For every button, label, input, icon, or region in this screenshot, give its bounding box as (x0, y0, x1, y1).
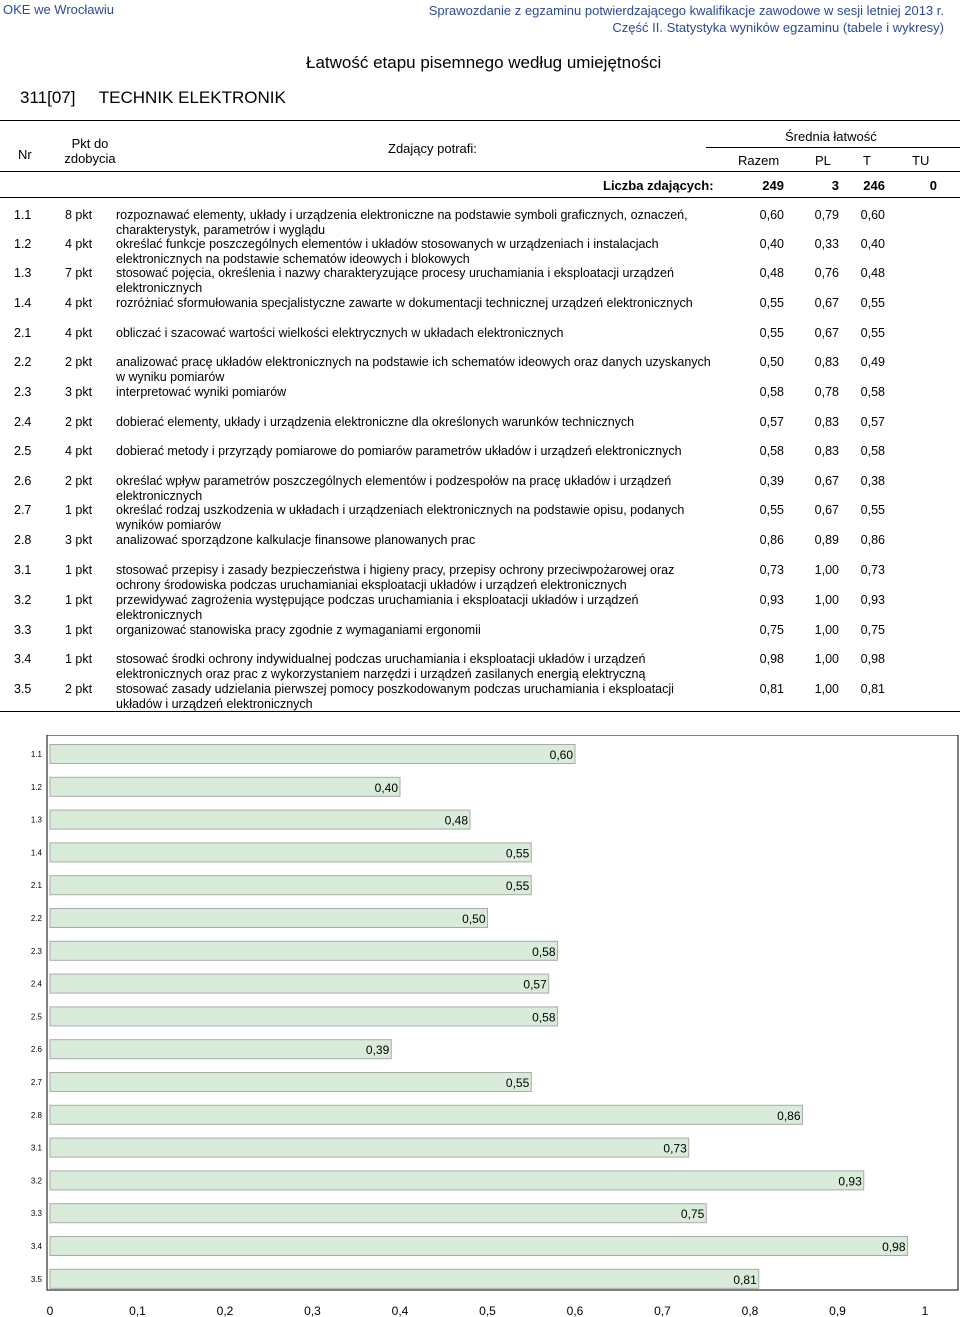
row-skill: rozróżniać sformułowania specjalistyczne zawarte w dokumentacji technicznej urządzeń elektronicznych (116, 296, 693, 310)
row-nr: 3.2 (14, 593, 32, 607)
bar-value-label: 0,98 (882, 1240, 906, 1254)
row-skill: stosować zasady udzielania pierwszej pomocy poszkodowanym podczas uruchamiania i eksploatacji układów i urządzeń elektronicznych (116, 682, 674, 711)
row-t: 0,48 (860, 266, 885, 280)
bar-value-label: 0,81 (733, 1272, 757, 1287)
row-pkt: 2 pkt (65, 355, 93, 369)
row-skill: stosować przepisy i zasady bezpieczeństwa i higieny pracy, przepisy ochrony przeciwpożarowej oraz ochrony środowiska podczas uruchamianiai eksploatacji układów i urządzeń elektronicznych (116, 563, 675, 592)
row-nr: 3.1 (14, 563, 32, 577)
row-nr: 2.1 (14, 326, 32, 340)
header-pkt-line2: zdobycia (64, 151, 116, 166)
row-nr: 2.7 (14, 503, 32, 517)
row-razem: 0,48 (759, 266, 784, 280)
row-nr: 2.5 (14, 444, 32, 458)
row-razem: 0,73 (759, 563, 784, 577)
row-t: 0,98 (860, 652, 885, 666)
row-t: 0,57 (860, 415, 885, 429)
row-pkt: 1 pkt (65, 563, 93, 577)
row-pkt: 1 pkt (65, 652, 93, 666)
row-pkt: 1 pkt (65, 503, 93, 517)
row-pl: 0,83 (814, 444, 839, 458)
row-pkt: 2 pkt (65, 682, 93, 696)
row-pl: 0,67 (814, 474, 839, 488)
bar-value-label: 0,86 (777, 1108, 801, 1123)
category-label: 3.4 (30, 1242, 42, 1251)
count-razem: 249 (762, 178, 784, 193)
row-t: 0,86 (860, 533, 885, 547)
row-skill: rozpoznawać elementy, układy i urządzenia elektroniczne na podstawie symboli graficznych, oznaczeń, charakterystyk, parametrów i wyglądu (116, 208, 688, 237)
bar-value-label: 0,73 (663, 1141, 687, 1156)
header-tu: TU (912, 153, 930, 168)
x-tick-label: 0,7 (654, 1304, 671, 1317)
row-t: 0,81 (860, 682, 885, 696)
row-razem: 0,55 (759, 296, 784, 310)
row-skill: stosować środki ochrony indywidualnej podczas uruchamiania i eksploatacji układów i urządzeń elektronicznych oraz prac z wykorzystaniem narzędzi i urządzeń zasilanych energią elektryczną (116, 652, 646, 681)
row-razem: 0,93 (759, 593, 784, 607)
table-top-line (0, 120, 960, 121)
x-tick-label: 0 (46, 1304, 54, 1317)
row-skill: obliczać i szacować wartości wielkości elektrycznych w układach elektronicznych (116, 326, 564, 340)
row-t: 0,58 (860, 444, 885, 458)
row-t: 0,40 (860, 237, 885, 251)
row-pkt: 2 pkt (65, 474, 93, 488)
row-razem: 0,98 (759, 652, 784, 666)
bar-value-label: 0,58 (532, 944, 556, 959)
row-pkt: 1 pkt (65, 593, 93, 607)
row-razem: 0,40 (759, 237, 784, 251)
count-label: Liczba zdających: (603, 178, 714, 193)
row-t: 0,75 (860, 623, 885, 637)
bar (50, 1269, 759, 1288)
bar-value-label: 0,60 (549, 748, 573, 762)
bar (50, 810, 470, 829)
row-nr: 1.1 (14, 208, 32, 222)
job-title: 311[07] TECHNIK ELEKTRONIK (20, 88, 286, 107)
row-nr: 1.4 (14, 296, 32, 310)
row-pkt: 4 pkt (65, 326, 93, 340)
row-t: 0,73 (860, 563, 885, 577)
count-t: 246 (863, 178, 885, 193)
bar-value-label: 0,93 (838, 1174, 862, 1189)
count-tu: 0 (929, 178, 937, 193)
bar-value-label: 0,75 (680, 1207, 705, 1222)
x-tick-label: 1 (921, 1304, 929, 1317)
bar-value-label: 0,55 (505, 1076, 530, 1090)
row-t: 0,55 (860, 326, 885, 340)
header-pl: PL (815, 153, 831, 168)
row-razem: 0,55 (759, 503, 784, 517)
row-t: 0,58 (860, 385, 885, 399)
row-nr: 2.6 (14, 474, 32, 488)
category-label: 1.2 (30, 782, 42, 792)
row-pl: 0,67 (814, 503, 839, 517)
difficulty-chart (0, 735, 960, 1317)
row-nr: 1.2 (14, 237, 32, 251)
row-pkt: 4 pkt (65, 296, 93, 310)
row-nr: 2.4 (14, 415, 32, 429)
row-razem: 0,58 (759, 444, 784, 458)
x-tick-label: 0,1 (129, 1304, 146, 1317)
bar (50, 909, 488, 928)
row-skill: analizować pracę układów elektronicznych na podstawie ich schematów ideowych oraz danych uzyskanych w wyniku pomiarów (116, 355, 711, 384)
bar (50, 1073, 531, 1092)
row-skill: określać wpływ parametrów poszczególnych elementów i podzespołów na pracę układów i urządzeń elektronicznych (116, 474, 672, 503)
row-skill: analizować sporządzone kalkulacje finansowe planowanych prac (116, 533, 476, 547)
header-avg-line (706, 147, 960, 148)
bar (50, 1138, 689, 1157)
header-t: T (863, 153, 871, 168)
row-pl: 0,67 (814, 296, 839, 310)
row-nr: 3.4 (14, 652, 32, 666)
x-tick-label: 0,8 (741, 1304, 759, 1317)
row-skill: interpretować wyniki pomiarów (116, 385, 287, 399)
count-pl: 3 (831, 178, 839, 193)
row-razem: 0,50 (759, 355, 784, 369)
header-pkt (62, 136, 118, 166)
header-skill: Zdający potrafi: (388, 141, 477, 156)
category-label: 1.1 (30, 750, 42, 759)
row-nr: 2.8 (14, 533, 32, 547)
row-pl: 0,89 (814, 533, 839, 547)
category-label: 2.7 (30, 1078, 42, 1087)
x-tick-label: 0,5 (479, 1304, 496, 1317)
header-left: OKE we Wrocławiu (3, 2, 115, 17)
category-label: 2.6 (30, 1045, 42, 1055)
row-skill: określać rodzaj uszkodzenia w układach i urządzeniach elektronicznych na podstawie opisu, podanych wyników pomiarów (116, 503, 685, 532)
bar (50, 843, 531, 862)
bar (50, 1105, 803, 1124)
bar (50, 974, 549, 993)
category-label: 2.3 (30, 946, 42, 956)
row-pl: 0,78 (814, 385, 839, 399)
x-tick-label: 0,3 (304, 1304, 321, 1317)
category-label: 1.3 (30, 815, 42, 825)
bar-value-label: 0,40 (374, 780, 398, 795)
bar-value-label: 0,55 (505, 879, 530, 894)
category-label: 1.4 (30, 848, 42, 858)
category-label: 2.4 (30, 979, 42, 989)
category-label: 2.1 (30, 881, 42, 891)
row-pkt: 2 pkt (65, 415, 93, 429)
row-pl: 1,00 (814, 563, 839, 577)
row-pl: 1,00 (814, 652, 839, 666)
bar (50, 876, 531, 895)
bar (50, 777, 400, 796)
row-pl: 0,76 (814, 266, 839, 280)
row-pl: 1,00 (814, 682, 839, 696)
bar-value-label: 0,55 (505, 846, 530, 861)
header-pkt-line1: Pkt do (71, 136, 109, 151)
row-skill: przewidywać zagrożenia występujące podczas uruchamiania i eksploatacji układów i urządzeń elektronicznych (116, 593, 639, 622)
page-header (0, 0, 960, 35)
bar-value-label: 0,58 (532, 1010, 556, 1025)
row-razem: 0,57 (759, 415, 784, 429)
row-nr: 3.3 (14, 623, 32, 637)
table-bottom-line (0, 711, 960, 712)
x-tick-label: 0,2 (216, 1304, 234, 1317)
row-razem: 0,39 (759, 474, 784, 488)
row-t: 0,60 (860, 208, 885, 222)
bar (50, 1040, 391, 1059)
header-right-line2: Część II. Statystyka wyników egzaminu (tabele i wykresy) (612, 20, 944, 35)
row-razem: 0,58 (759, 385, 784, 399)
row-t: 0,49 (860, 355, 885, 369)
bar-value-label: 0,39 (365, 1043, 390, 1058)
category-label: 2.5 (30, 1012, 42, 1022)
row-pl: 0,83 (814, 355, 839, 369)
bar (50, 1204, 706, 1223)
header-bottom-line (0, 171, 960, 172)
row-pkt: 4 pkt (65, 444, 93, 458)
row-pl: 1,00 (814, 623, 839, 637)
category-label: 3.5 (30, 1274, 42, 1284)
header-right-line1: Sprawozdanie z egzaminu potwierdzającego kwalifikacje zawodowe w sesji letniej 2013 r. (428, 3, 944, 18)
count-bottom-line (0, 197, 960, 198)
row-t: 0,38 (860, 474, 885, 488)
bar-value-label: 0,57 (523, 977, 547, 992)
row-razem: 0,55 (759, 326, 784, 340)
header-right (429, 2, 944, 36)
bar-value-label: 0,50 (462, 912, 486, 926)
row-razem: 0,81 (759, 682, 784, 696)
bar (50, 1007, 558, 1026)
row-razem: 0,86 (759, 533, 784, 547)
row-pkt: 4 pkt (65, 237, 93, 251)
row-pl: 0,83 (814, 415, 839, 429)
row-razem: 0,75 (759, 623, 784, 637)
page-title: Łatwość etapu pisemnego według umiejętności (306, 53, 662, 72)
row-pl: 0,67 (814, 326, 839, 340)
bar (50, 1171, 864, 1190)
bar (50, 745, 575, 764)
bar-value-label: 0,48 (444, 813, 468, 828)
row-pl: 1,00 (814, 593, 839, 607)
row-t: 0,93 (860, 593, 885, 607)
row-t: 0,55 (860, 503, 885, 517)
row-skill: stosować pojęcia, określenia i nazwy charakteryzujące procesy uruchamiania i eksploatacji urządzeń elektronicznych (116, 266, 674, 295)
header-nr: Nr (18, 147, 32, 162)
row-razem: 0,60 (759, 208, 784, 222)
x-tick-label: 0,4 (391, 1304, 409, 1317)
row-pl: 0,79 (814, 208, 839, 222)
header-razem: Razem (738, 153, 780, 168)
row-skill: dobierać elementy, układy i urządzenia elektroniczne dla określonych warunków technicznych (116, 415, 635, 429)
row-pkt: 8 pkt (65, 208, 93, 222)
x-tick-label: 0,9 (829, 1304, 846, 1317)
category-label: 2.8 (30, 1110, 42, 1120)
row-pkt: 3 pkt (65, 533, 93, 547)
row-skill: określać funkcje poszczególnych elementów i układów stosowanych w urządzeniach i instalacjach elektronicznych na podstawie schematów ideowych i blokowych (116, 237, 659, 266)
category-label: 3.1 (30, 1143, 42, 1153)
category-label: 3.3 (30, 1209, 42, 1219)
row-pkt: 3 pkt (65, 385, 93, 399)
category-label: 2.2 (30, 914, 42, 923)
bar (50, 1237, 908, 1256)
row-nr: 2.3 (14, 385, 32, 399)
row-skill: dobierać metody i przyrządy pomiarowe do pomiarów parametrów układów i urządzeń elektronicznych (116, 444, 682, 458)
row-pkt: 1 pkt (65, 623, 93, 637)
bar (50, 941, 558, 960)
header-avg: Średnia łatwość (785, 129, 877, 144)
row-skill: organizować stanowiska pracy zgodnie z wymaganiami ergonomii (116, 623, 481, 637)
category-label: 3.2 (30, 1176, 42, 1186)
row-t: 0,55 (860, 296, 885, 310)
row-pkt: 7 pkt (65, 266, 93, 280)
row-nr: 1.3 (14, 266, 32, 280)
row-pl: 0,33 (814, 237, 839, 251)
row-nr: 2.2 (14, 355, 32, 369)
row-nr: 3.5 (14, 682, 32, 696)
x-tick-label: 0,6 (566, 1304, 584, 1317)
